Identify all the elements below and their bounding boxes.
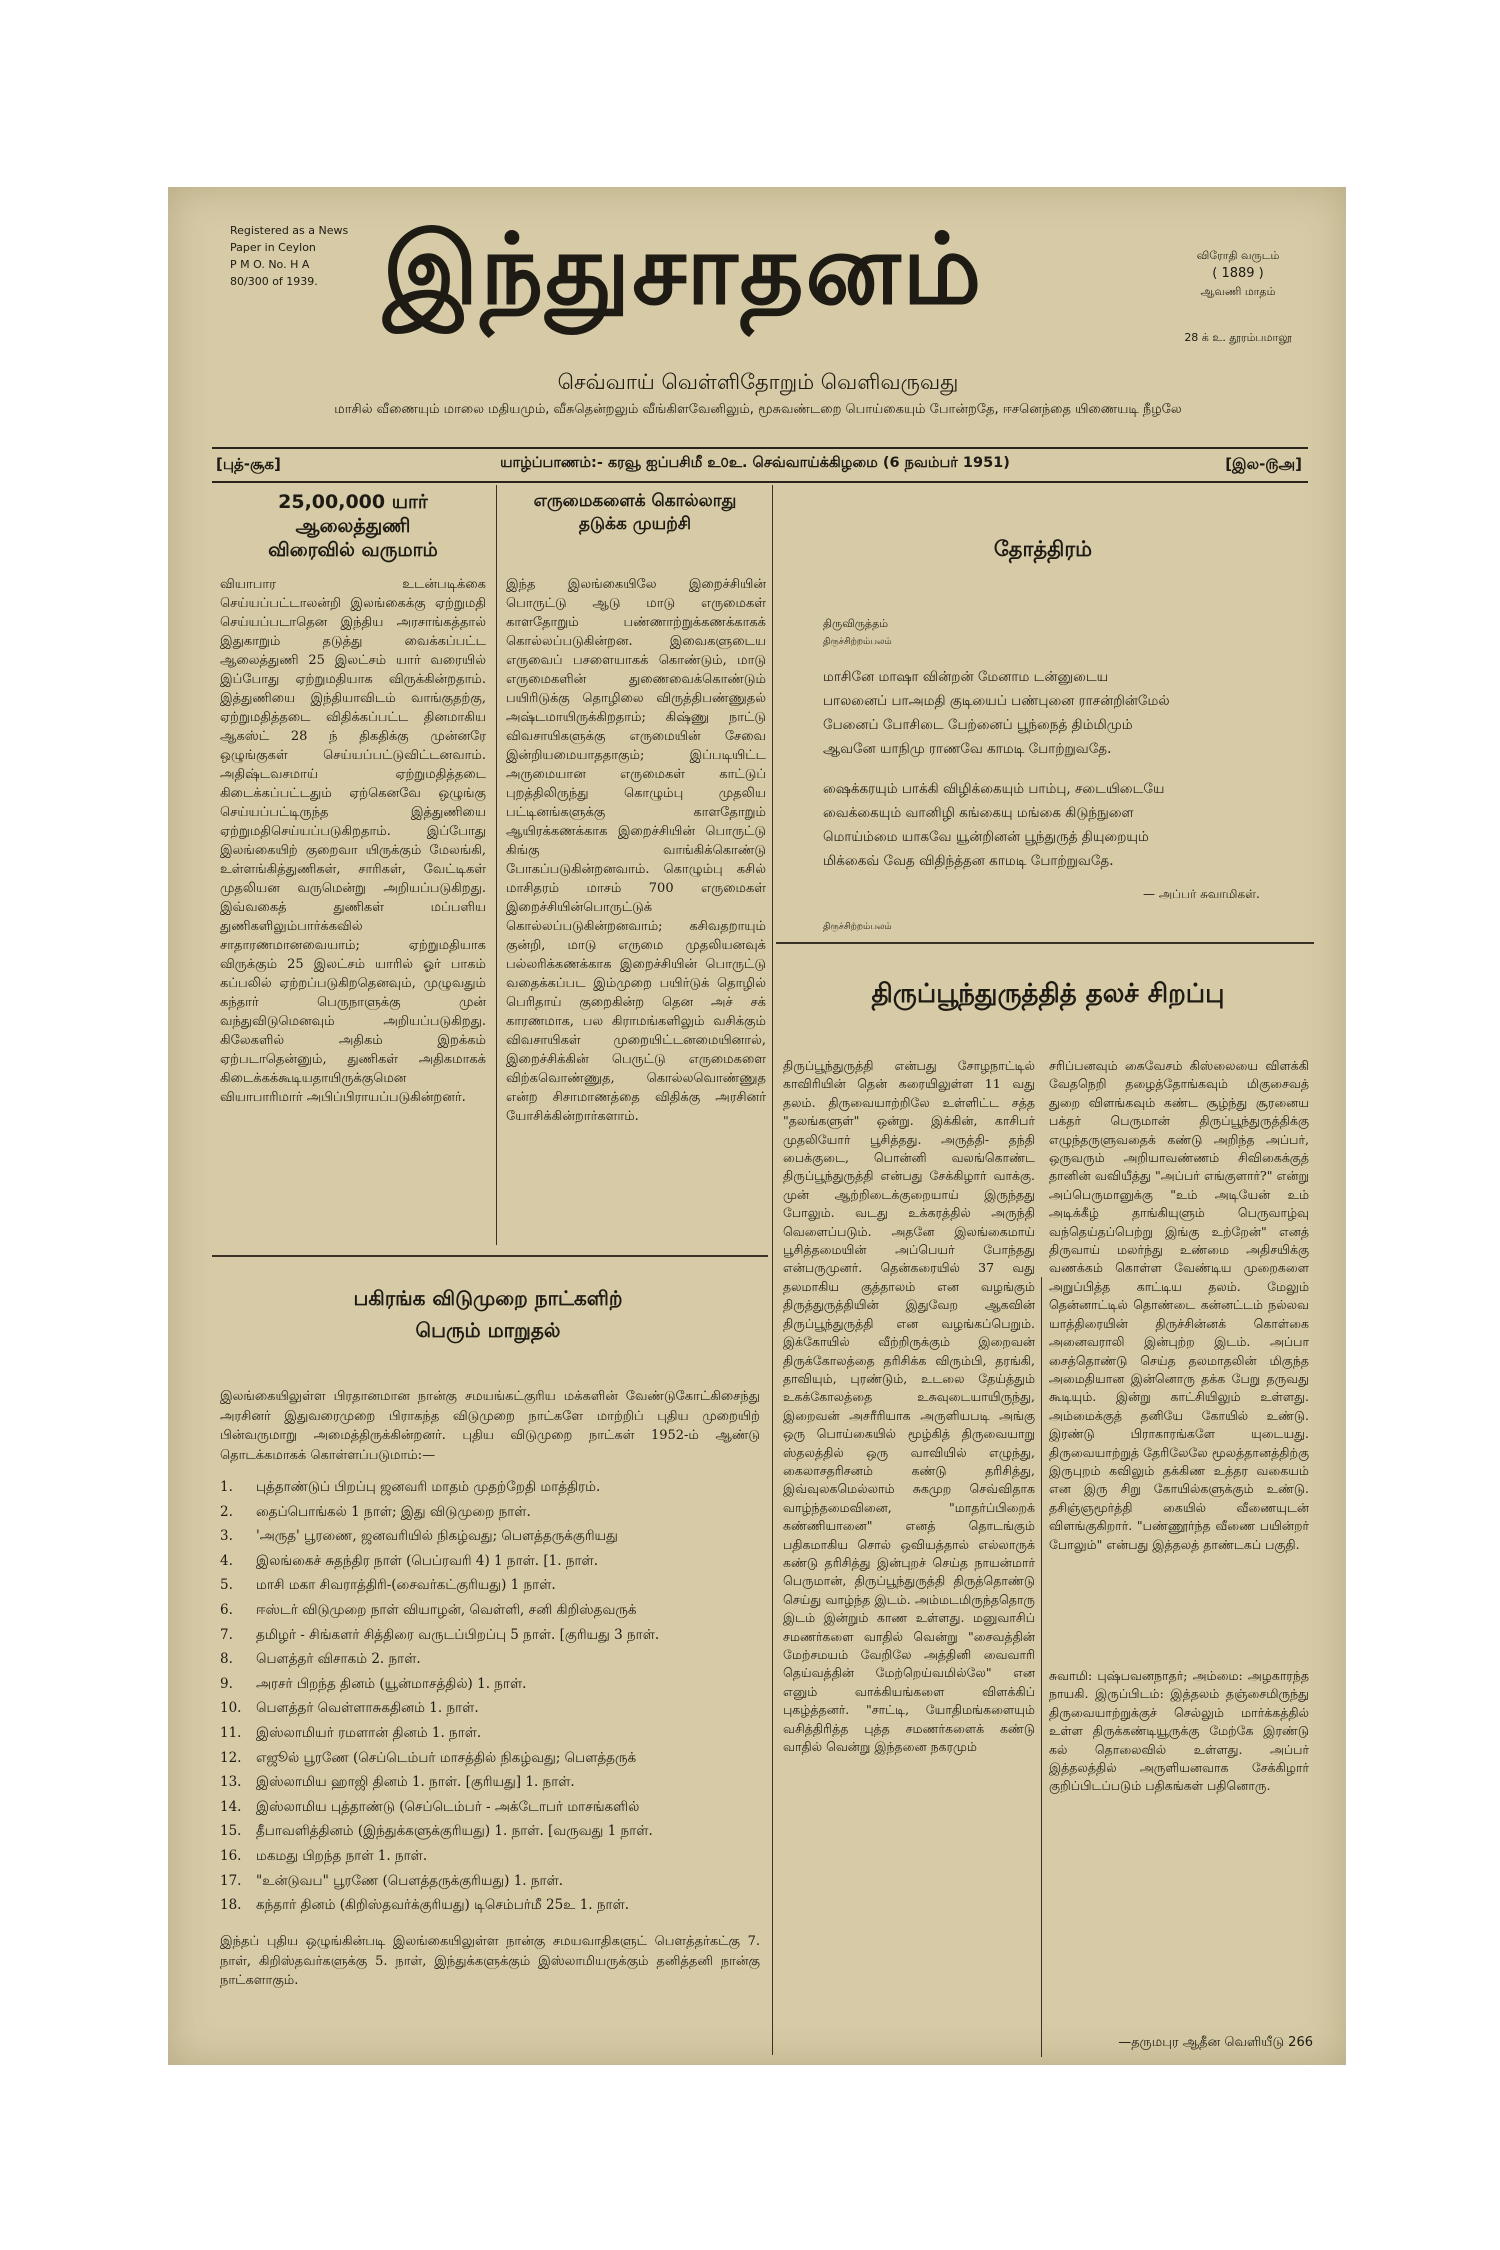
col2-headline <box>504 490 766 536</box>
headline-line: பெரும் மாறுதல் <box>415 1318 561 1342</box>
holiday-item: 12. எஜூல் பூரணே (செப்டெம்பர் மாசத்தில் நிகழ்வது; பௌத்தருக் <box>220 1749 637 1766</box>
col2-body: இந்த இலங்கையிலே இறைச்சியின் பொருட்டு ஆடு மாடு எருமைகள் காளதோறும் பண்ணாற்றுக்கணக்காகக் கொல்லப்படுகின்றன. இவைகளுடைய எருவைப் பசளையாகக் கொண்டும், மாடு எருமைகளின் துணைவைக்கொண்டும் பயிரிடுக்கு தொழிலை விருத்திபண்ணுதல் அஷ்டமாயிருக்கிறதாம்; கிஷ்ணு நாட்டு விவசாயிகளுக்கு எருமையின் சேவை இன்றியமையாததாகும்; இப்படியிட்ட அருமையான எருமைகள் காட்டுப் புறத்திலிருந்து கொழும்பு முதலிய பட்டினங்களுக்கு காளதோறும் ஆயிரக்கணக்காக இறைச்சியின் பொருட்டு கிங்கு வாங்கிக்கொண்டு போகப்படுகின்றனவாம். கொழும்பு கசில் மாசிதரம் மாசம் 700 எருமைகள் இறைச்சியின்பொருட்டுக் கொல்லப்படுகின்றனவாம்; கசிவதறாயும் குன்றி, மாடு எருமை முதலியனவுக் பல்லரிக்கணக்காக இறைச்சியின் பொருட்டு வதைக்கப்பட இம்முறை பயிர்டுக் தொழில் பெரிதாய் குறைகின்ற தென அச் சக் காரணமாக, பல கிராமங்களிலும் வசிக்கும் விவசாயிகள் முறையிட்டனமையினால், இறைச்சிக்கின் பெருட்டு எருமைகளை விற்கவொண்ணுத, கொல்லவொண்ணுத என்ற சிசாமாணத்தை விதிக்கு அரசினர் யோசிக்கின்றார்களாம். <box>506 577 766 1124</box>
holiday-item: 15. தீபாவளித்தினம் (இந்துக்களுக்குரியது) 1. நாள். [வருவது 1 நாள். <box>220 1823 653 1840</box>
dateline-center: யாழ்ப்பாணம்:- கரவூ ஐப்பசிமீ உ௦உ. செவ்வாய்க்கிழமை (6 நவம்பர் 1951) <box>500 455 1010 471</box>
article-column-a: திருப்பூந்துருத்தி என்பது சோழநாட்டில் காவிரியின் தென் கரையிலுள்ள 11 வது தலம். திருவையாற்றிலே உள்ளிட்ட சத்த "தலங்களுள்" ஒன்று. இக்கின், காசிபர் முதலியோர் பூசித்தது. அருத்தி- தந்தி பைக்குடை, பொன்னி வலங்கொண்ட திருப்பூந்துருத்தி என்பது சேக்கிழார் வாக்கு. முன் ஆற்றிடைக்குறையாய் இருந்தது போலும். வடது உக்கரத்தில் அருந்தி வெளைப்படும். அதனே இலங்கைமாய் பூசித்தமையின் அப்பெயர் போந்தது என்பருமுனர். தென்கரையில் 37 வது தலமாகிய குத்தாலம் என வழங்கும் திருத்துருத்தியின் இதுவேற ஆகவின் திருப்பூந்துருத்தி என வழங்கப்பெறும். இக்கோயில் வீற்றிருக்கும் இறைவன் திருக்கோலத்தை தரிசிக்க விரும்பி, தரங்கி, தாவியும், புரண்டும், உடலை தேய்த்தும் உகக்கோலத்தை உசுவுடையாயிருந்து, இறைவன் அசரீரியாக அருளியபடி அங்கு ஒரு பொய்கையில் மூழ்கித் திருவையாறு ஸ்தலத்தில் ஒரு வாவியில் எழுந்து, கைலாசதரிசனம் கண்டு தரிசித்து, இவ்வுலகமெல்லாம் சுகமுற செவ்விதாக வாழ்ந்தமைவினை, "மாதர்ப்பிறைக் கண்ணியானை" எனத் தொடங்கும் பதிகமாகிய சொல் ஒவியத்தால் எல்லாருக் கண்டு தரிசித்து இன்புறச் செய்த நாயன்மார் பெருமான், திருப்பூந்துருத்தி திருத்தொண்டு செய்து வாழ்ந்த இடம். அம்மடமிருந்ததொரு இடம் இன்றும் காண உள்ளது. மனுவாசிப் சமணர்களை வாதில் வென்று "சைவத்தின் மேற்சமயம் வேறிலே அத்தினி வைவாரி தெய்வத்தின் மேற்றெய்வமில்லே" என எனும் வாக்கியங்களை விளக்கிப் புகழ்த்தனர். "சாட்டி, யோதிமங்களையும் வசித்திரித்த புத்த சமணர்களைக் கண்டு வாதில் வென்று இந்தனை நகரமும் <box>783 1058 1035 1755</box>
verse-1 <box>823 665 1303 761</box>
stotram-close-label: திருச்சிற்றம்பலம் <box>823 922 892 932</box>
article-column-b: சரிப்பனவும் கைவேசம் கிஸ்லையை விளக்கி வேதநெறி தழைத்தோங்கவும் மிகுசைவத் துறை விளங்கவும் கண்ட சூழ்ந்து சூரனைய பக்தர் பெருமான் திருப்பூந்துருத்திக்கு எழுந்தருளுவதைக் கண்டு அறிந்த அப்பர், ஒருவரும் அறியாவண்ணம் சிவிகைக்குத் தானின் வவியீத்து "அப்பர் எங்குளார்?" என்று அப்பெருமானுக்கு "உம் அடியேன் உம் அடிக்கீழ் தாங்கியுளும் பெருவாழ்வு வந்தெய்தப்பெற்று இங்கு உற்றேன்" எனத் திருவாய் மலர்ந்து உண்மை அதிசயிக்கு வணக்கம் கொள்ள வேண்டிய முறைகளை அறுப்பித்த காட்டிய தலம். மேலும் தென்னாட்டில் தொண்டை கன்னட்டம் நல்லவ யாத்திரையின் திருச்சின்னக் கொள்கை அனைவராலி இன்புற்ற இடம். அப்பா சைத்தொண்டு செய்த தலமாதலின் மிகுந்த அமைதியான இன்னொரு தக்க பேறு தருவது கூடியும். இன்று காட்சியிலும் உள்ளது. அம்மைக்குத் தனியே கோயில் உண்டு. இரண்டு பிராகாரங்களே யுடையது. திருவையாற்றுத் தேரிலேலே மூலத்தானத்திற்கு இருபுறம் கவிலும் தக்கிண உத்தர வகையம் என இரு சிறு கோயில்களுக்கும் உண்டு. தசிஞ்ஞமூர்த்தி கையில் வீணையுடன் விளங்குகிறார். "பண்ணூர்ந்த வீணை பயின்றர் போலும்" என்பது இத்தலத் தாண்டகப் பகுதி. <box>1049 1058 1309 1552</box>
holiday-list <box>220 1475 765 1918</box>
holiday-item: 18. கந்தார் தினம் (கிறிஸ்தவர்க்குரியது) டிசெம்பர்மீ 25உ 1. நாள். <box>220 1897 630 1914</box>
verse-line: மொய்ம்மை யாகவே யூன்றினன் பூந்துருத் தியுறையும் <box>823 829 1149 845</box>
holiday-item: 13. இஸ்லாமிய ஹாஜி தினம் 1. நாள். [குரியது] 1. நாள். <box>220 1774 575 1791</box>
holiday-item: 11. இஸ்லாமியர் ரமளான் தினம் 1. நாள். <box>220 1724 482 1741</box>
holiday-item: 17. "உன்டுவப" பூரணே (பௌத்தருக்குரியது) 1. நாள். <box>220 1872 564 1889</box>
column-rule <box>1041 1277 1042 2057</box>
holiday-item: 2. தைப்பொங்கல் 1 நாள்; இது விடுமுறை நாள். <box>220 1503 531 1520</box>
verse-line: ஷைக்கரயும் பாக்கி விழிக்கையும் பாம்பு, சடையிடையே <box>823 781 1165 797</box>
verse-line: பேனைப் போசிடை பேற்னைப் பூந்நைத் திம்மிமும் <box>823 717 1133 733</box>
verse-line: ஆவனே யாநிமு ராணவே காமடி போற்றுவதே. <box>823 741 1112 757</box>
tagline: செவ்வாய் வெள்ளிதோறும் வெளிவருவது <box>557 370 959 394</box>
headline-line: விரைவில் வருமாம் <box>268 539 438 561</box>
article-source: —தருமபுர ஆதீன வெளியீடு 266 <box>1118 2035 1313 2050</box>
dateline-right: [இல-௫அ] <box>1225 455 1302 473</box>
headline-line: எருமைகளைக் கொல்லாது <box>533 491 737 511</box>
article-column-b-2: சுவாமி: புஷ்பவனநாதர்; அம்மை: அழகாரந்த நாயகி. இருப்பிடம்: இத்தலம் தஞ்சைமிருந்து திருவையாற்றுக்குச் செல்லும் மார்க்கத்தில் உள்ள திருக்கண்டியூருக்கு மேற்கே இரண்டு கல் தொலைவில் உள்ளது. அப்பர் இத்தலத்தில் அருளியனவாக சேக்கிழார் குறிப்பிடப்படும் பதிகங்கள் பதினொரு. <box>1049 1668 1309 1794</box>
section-rule <box>212 1255 768 1257</box>
holiday-item: 14. இஸ்லாமிய புத்தாண்டு (செப்டெம்பர் - அக்டோபர் மாசங்களில் <box>220 1798 640 1815</box>
col1-headline <box>218 490 488 562</box>
holiday-item: 7. தமிழர் - சிங்களர் சித்திரை வருடப்பிறப்பு 5 நாள். [குரியது 3 நாள். <box>220 1626 660 1643</box>
dateline-left: [புத்-சூக] <box>216 455 281 473</box>
col1-body: வியாபார உடன்படிக்கை செய்யப்பட்டாலன்றி இலங்கைக்கு ஏற்றுமதி செய்யப்படாதென இந்திய அரசாங்கத்தால் இதுகாறும் தடுத்து வைக்கப்பட்ட ஆலைத்துணி 25 இலட்சம் யார் வரையில் இப்போது ஏற்றுமதியாக விருக்கின்றதாம். இத்துணியை இந்தியாவிடம் வாங்குதற்கு, ஏற்றுமதித்தடை விதிக்கப்பட்ட தினமாகிய ஆகஸ்ட் 28 ந் திகதிக்கு முன்னரே ஒழுங்குகள் செய்யப்பட்டுவிட்டனவாம். அதிஷ்டவசமாய் ஏற்றுமதித்தடை கிடைக்கப்பட்டதும் ஏற்கெனவே ஒழுங்கு செய்யப்பட்டிருந்த இத்துணியை ஏற்றுமதிசெய்யப்படுகிறதாம். இப்போது இலங்கையிற் குறைவா யிருக்கும் மேலங்கி, உள்ளங்கித்துணிகள், சாரிகள், வேட்டிகள் முதலியன வருமென்று அறியப்படுகிறது. இவ்வகைத் துணிகள் மப்பளிய துணிகளிலும்பார்க்கவில் சாதாரணமானவையாம்; ஏற்றுமதியாக விருக்கும் 25 இலட்சம் யாரில் ஓர் பாகம் கப்பலில் ஏற்றப்படுகிறதெனவும், முழுவதும் கந்தார் பெருநாளுக்கு முன் வந்துவிடுமெனவும் அறியப்படுகிறது. கிலேகளில் அதிகம் இறக்கம் ஏற்படாதென்னும், துணிகள் அதிகமாகக் கிடைக்கக்கூடியதாயிருக்குமென வியாபாரிமார் அபிப்பிராயப்படுகின்றனர். <box>220 577 486 1105</box>
registration-line: Paper in Ceylon <box>230 241 316 254</box>
year-name: விரோதி வருடம் <box>1196 249 1280 262</box>
verse-2 <box>823 777 1303 873</box>
section-rule <box>776 942 1314 944</box>
verse-line: பாலனைப் பாஅமதி குடியைப் பண்புனை ராசன்றின்மேல் <box>823 693 1170 709</box>
verse-line: மாசினே மாஷா வின்றன் மேனாம டன்னுடைய <box>823 669 1109 685</box>
holidays-headline <box>258 1282 718 1346</box>
holiday-item: 8. பௌத்தர் விசாகம் 2. நாள். <box>220 1651 421 1668</box>
founded-year: ( 1889 ) <box>1212 266 1264 281</box>
stotram-sub-label-2: திருச்சிற்றம்பலம் <box>823 637 892 647</box>
stotram-attribution: — அப்பர் சுவாமிகள். <box>1143 887 1260 901</box>
holiday-item: 9. அரசர் பிறந்த தினம் (யூன்மாசத்தில்) 1. நாள். <box>220 1675 527 1692</box>
article-headline: திருப்பூந்துருத்தித் தலச் சிறப்பு <box>871 979 1225 1009</box>
stotram-sub-label: திருவிருத்தம் <box>823 617 889 630</box>
issue-info <box>1158 247 1318 347</box>
verse-line: வைக்கையும் வானிழி கங்கையு மங்கை கிடுந்நுளை <box>823 805 1134 821</box>
stotram-title: தோத்திரம் <box>993 537 1093 561</box>
holiday-item: 10. பௌத்தர் வெள்ளாசுகதினம் 1. நாள். <box>220 1700 479 1717</box>
motto: மாசில் வீணையும் மாலை மதியமும், வீசுதென்றலும் வீங்கிளவேனிலும், மூசுவண்டறை பொய்கையும் போன்றதே, ஈசனெந்தை யிணையடி நீழலே <box>334 402 1182 417</box>
headline-line: தடுக்க முயற்சி <box>578 514 692 534</box>
month-label: ஆவணி மாதம் <box>1200 285 1276 298</box>
holidays-outro: இந்தப் புதிய ஒழுங்கின்படி இலங்கையிலுள்ள நான்கு சமயவாதிகளுட் பௌத்தர்கட்கு 7. நாள், கிறிஸ்தவர்களுக்கு 5. நாள், இந்துக்களுக்கும் இஸ்லாமியருக்கும் தனித்தனி நான்கு நாட்களாகும். <box>220 1934 760 1988</box>
holiday-item: 5. மாசி மகா சிவராத்திரி-(சைவர்கட்குரியது) 1 நாள். <box>220 1577 556 1594</box>
masthead-title: இந்துசாதனம் <box>383 212 984 327</box>
holidays-intro: இலங்கையிலுள்ள பிரதானமான நான்கு சமயங்கட்குரிய மக்களின் வேண்டுகோட்கிசைந்து அரசினர் இதுவரைமுறை பிராகந்த விடுமுறை நாட்களே மாற்றிப் புதிய முறையிற் பின்வருமாறு அமைத்திருக்கின்றனர். புதிய விடுமுறை நாட்கள் 1952-ம் ஆண்டு தொடக்கமாகக் கொள்ளப்படுமாம்:— <box>220 1389 760 1463</box>
registration-block <box>230 222 370 290</box>
column-rule <box>772 485 773 2055</box>
headline-line: பகிரங்க விடுமுறை நாட்களிற் <box>353 1286 623 1310</box>
holiday-item: 16. மகமது பிறந்த நாள் 1. நாள். <box>220 1847 428 1864</box>
holiday-item: 1. புத்தாண்டுப் பிறப்பு ஜனவரி மாதம் முதற்றேதி மாத்திரம். <box>220 1479 601 1495</box>
dateline-bar <box>212 447 1308 483</box>
registration-line: Registered as a News <box>230 224 349 237</box>
registration-line: 80/300 of 1939. <box>230 275 318 288</box>
issue-day: 28 க் உ. தூரம்பமாலூ <box>1184 331 1292 344</box>
holiday-item: 4. இலங்கைச் சுதந்திர நாள் (பெப்ரவரி 4) 1 நாள். [1. நாள். <box>220 1552 599 1569</box>
headline-line: 25,00,000 யார் ஆலைத்துணி <box>278 491 428 537</box>
holiday-item: 3. 'அருத' பூரணை, ஜனவரியில் நிகழ்வது; பௌத்தருக்குரியது <box>220 1528 618 1545</box>
column-rule <box>496 485 497 1245</box>
registration-line: P M O. No. H A <box>230 258 310 271</box>
holiday-item: 6. ஈஸ்டர் விடுமுறை நாள் வியாழன், வெள்ளி, சனி கிறிஸ்தவருக் <box>220 1601 637 1618</box>
verse-line: மிக்கைவ் வேத விதிந்த்தன காமடி போற்றுவதே. <box>823 853 1114 869</box>
newspaper-page <box>168 187 1346 2065</box>
